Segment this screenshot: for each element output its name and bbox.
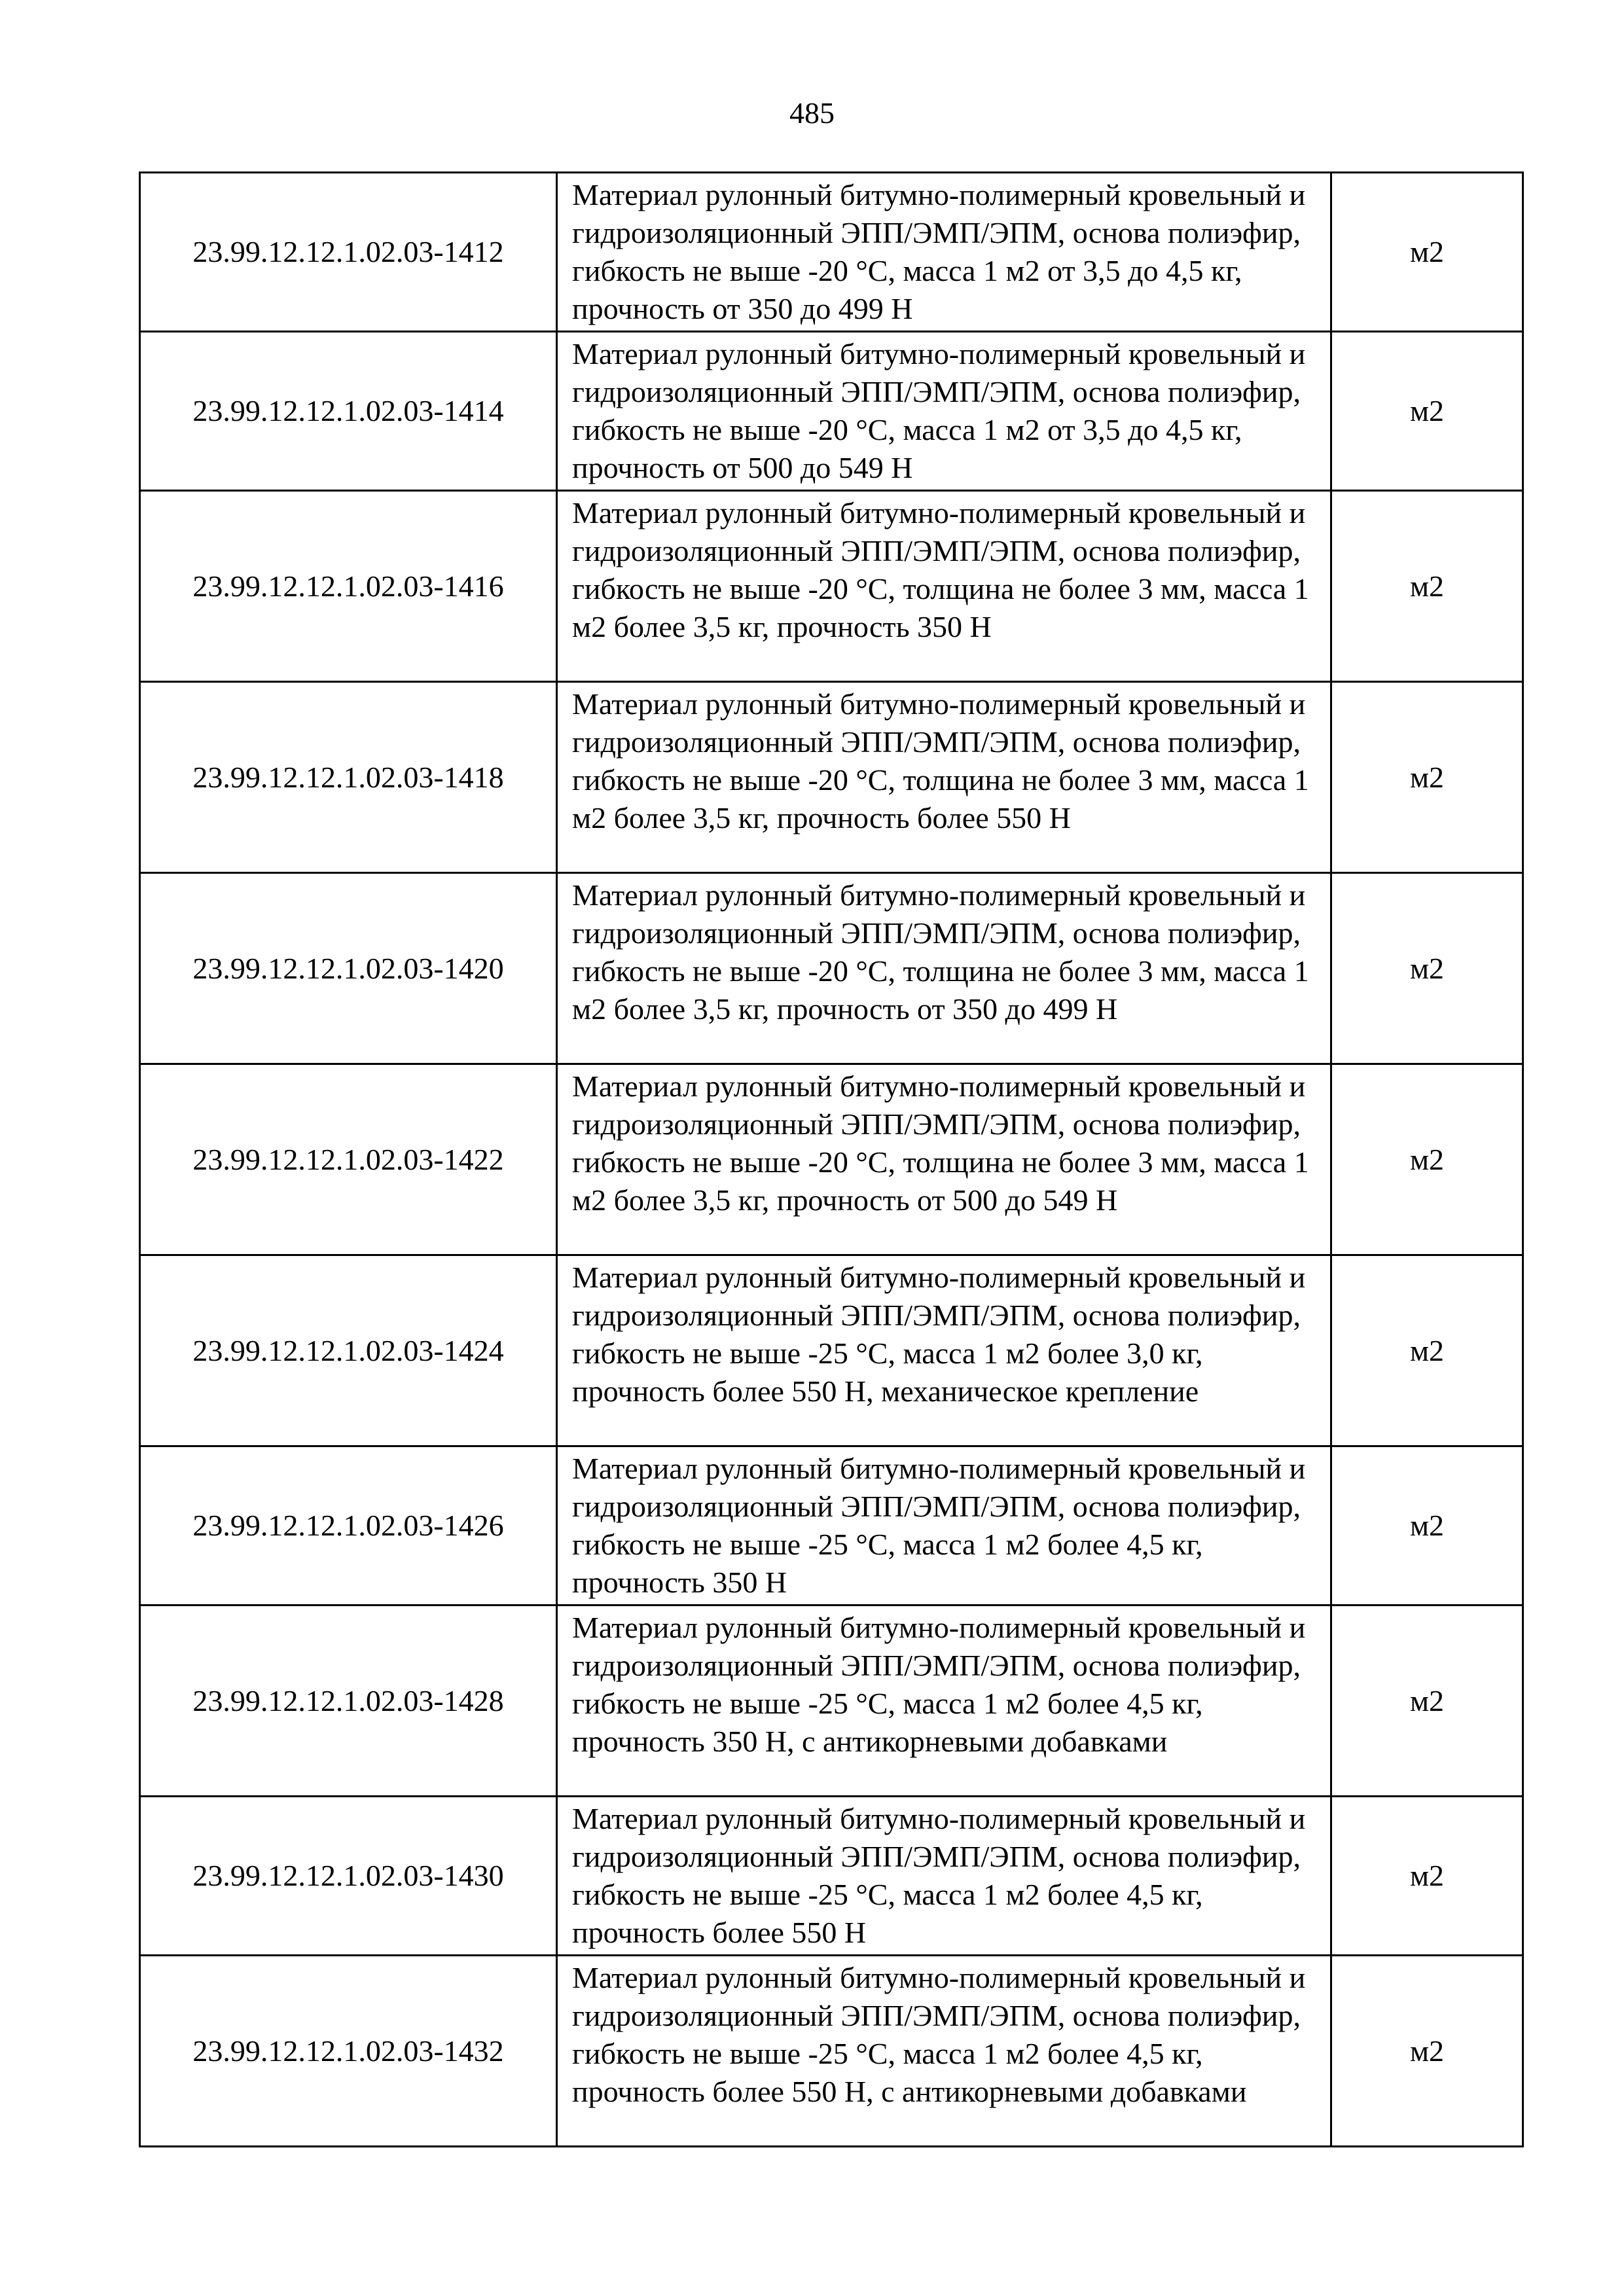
resource-code: 23.99.12.12.1.02.03-1416 [140,491,557,682]
unit-of-measure: м2 [1331,1064,1523,1255]
unit-of-measure: м2 [1331,1797,1523,1956]
resource-code: 23.99.12.12.1.02.03-1412 [140,173,557,332]
unit-of-measure: м2 [1331,332,1523,491]
resource-description: Материал рулонный битумно-полимерный кровельный и гидроизоляционный ЭПП/ЭМП/ЭПМ, основа полиэфир, гибкость не выше -20 °С, толщина не более 3 мм, масса 1 м2 более 3,5 кг, прочность более 550 Н [557,682,1331,873]
resource-code: 23.99.12.12.1.02.03-1418 [140,682,557,873]
table-row [140,873,1523,1064]
table-row [140,682,1523,873]
resource-code: 23.99.12.12.1.02.03-1428 [140,1605,557,1797]
resource-description: Материал рулонный битумно-полимерный кровельный и гидроизоляционный ЭПП/ЭМП/ЭПМ, основа полиэфир, гибкость не выше -25 °С, масса 1 м2 более 4,5 кг, прочность 350 Н, с антикорневыми добавками [557,1605,1331,1797]
resource-description: Материал рулонный битумно-полимерный кровельный и гидроизоляционный ЭПП/ЭМП/ЭПМ, основа полиэфир, гибкость не выше -20 °С, толщина не более 3 мм, масса 1 м2 более 3,5 кг, прочность от 350 до 499 Н [557,873,1331,1064]
resource-description: Материал рулонный битумно-полимерный кровельный и гидроизоляционный ЭПП/ЭМП/ЭПМ, основа полиэфир, гибкость не выше -25 °С, масса 1 м2 более 4,5 кг, прочность более 550 Н [557,1797,1331,1956]
table-row [140,1446,1523,1605]
resource-code: 23.99.12.12.1.02.03-1420 [140,873,557,1064]
resource-code: 23.99.12.12.1.02.03-1432 [140,1956,557,2147]
unit-of-measure: м2 [1331,1956,1523,2147]
materials-table [139,171,1524,2147]
resource-code: 23.99.12.12.1.02.03-1424 [140,1255,557,1446]
resource-description: Материал рулонный битумно-полимерный кровельный и гидроизоляционный ЭПП/ЭМП/ЭПМ, основа полиэфир, гибкость не выше -20 °С, толщина не более 3 мм, масса 1 м2 более 3,5 кг, прочность 350 Н [557,491,1331,682]
resource-code: 23.99.12.12.1.02.03-1426 [140,1446,557,1605]
unit-of-measure: м2 [1331,682,1523,873]
unit-of-measure: м2 [1331,491,1523,682]
table-row [140,173,1523,332]
page-number: 485 [789,96,835,130]
resource-description: Материал рулонный битумно-полимерный кровельный и гидроизоляционный ЭПП/ЭМП/ЭПМ, основа полиэфир, гибкость не выше -20 °С, толщина не более 3 мм, масса 1 м2 более 3,5 кг, прочность от 500 до 549 Н [557,1064,1331,1255]
table-row [140,491,1523,682]
resource-description: Материал рулонный битумно-полимерный кровельный и гидроизоляционный ЭПП/ЭМП/ЭПМ, основа полиэфир, гибкость не выше -25 °С, масса 1 м2 более 3,0 кг, прочность более 550 Н, механическое крепление [557,1255,1331,1446]
resource-code: 23.99.12.12.1.02.03-1414 [140,332,557,491]
table-row [140,1797,1523,1956]
table-row [140,1255,1523,1446]
unit-of-measure: м2 [1331,1446,1523,1605]
resource-description: Материал рулонный битумно-полимерный кровельный и гидроизоляционный ЭПП/ЭМП/ЭПМ, основа полиэфир, гибкость не выше -20 °С, масса 1 м2 от 3,5 до 4,5 кг, прочность от 350 до 499 Н [557,173,1331,332]
resource-code: 23.99.12.12.1.02.03-1422 [140,1064,557,1255]
table-row [140,1064,1523,1255]
unit-of-measure: м2 [1331,1255,1523,1446]
unit-of-measure: м2 [1331,1605,1523,1797]
table-row [140,1956,1523,2147]
table-row [140,1605,1523,1797]
resource-description: Материал рулонный битумно-полимерный кровельный и гидроизоляционный ЭПП/ЭМП/ЭПМ, основа полиэфир, гибкость не выше -20 °С, масса 1 м2 от 3,5 до 4,5 кг, прочность от 500 до 549 Н [557,332,1331,491]
resource-description: Материал рулонный битумно-полимерный кровельный и гидроизоляционный ЭПП/ЭМП/ЭПМ, основа полиэфир, гибкость не выше -25 °С, масса 1 м2 более 4,5 кг, прочность более 550 Н, с антикорневыми добавками [557,1956,1331,2147]
resource-code: 23.99.12.12.1.02.03-1430 [140,1797,557,1956]
table-row [140,332,1523,491]
unit-of-measure: м2 [1331,173,1523,332]
unit-of-measure: м2 [1331,873,1523,1064]
resource-description: Материал рулонный битумно-полимерный кровельный и гидроизоляционный ЭПП/ЭМП/ЭПМ, основа полиэфир, гибкость не выше -25 °С, масса 1 м2 более 4,5 кг, прочность 350 Н [557,1446,1331,1605]
